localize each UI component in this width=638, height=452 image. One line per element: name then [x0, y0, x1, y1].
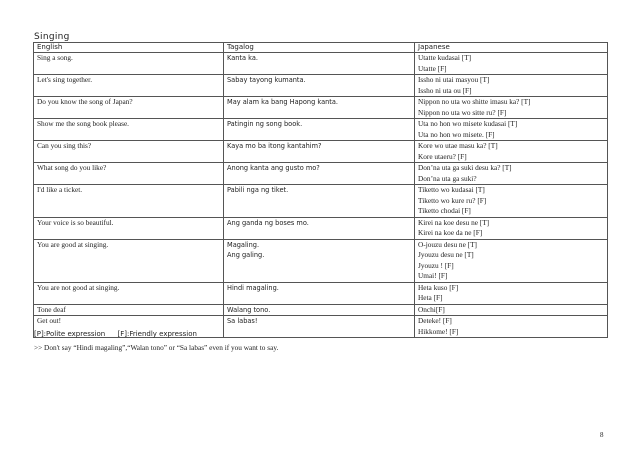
- cell-tagalog: [224, 141, 415, 163]
- cell-english: Show me the song book please.: [34, 119, 224, 141]
- cell-tagalog: [224, 97, 415, 119]
- cell-japanese: [415, 53, 608, 75]
- cell-japanese: [415, 75, 608, 97]
- cell-english: Sing a song.: [34, 53, 224, 75]
- japanese-line: Nippon no uta wo sitte ru? [F]: [418, 107, 507, 117]
- cell-english: Can you sing this?: [34, 141, 224, 163]
- cell-tagalog: [224, 53, 415, 75]
- cell-tagalog: [224, 316, 415, 338]
- cell-tagalog: [224, 304, 415, 316]
- cell-japanese: [415, 141, 608, 163]
- cell-english: Do you know the song of Japan?: [34, 97, 224, 119]
- table-row: [34, 185, 608, 218]
- legend: [34, 330, 207, 338]
- header-english: English: [34, 43, 224, 53]
- table-row: [34, 97, 608, 119]
- japanese-line: O-jouzu desu ne [T]: [418, 239, 477, 249]
- legend-friendly: [F]:Friendly expression: [117, 330, 197, 338]
- table-row: [34, 217, 608, 239]
- japanese-line: Don’na uta ga suki desu ka? [T]: [418, 163, 512, 172]
- table-row: [34, 282, 608, 304]
- usage-note: >> Don't say “Hindi magaling”,“Walan tono” or “Sa labas” even if you want to say.: [34, 343, 279, 352]
- tagalog-line: Pabili nga ng tiket.: [227, 186, 289, 194]
- japanese-line: Kore utaeru? [F]: [418, 151, 467, 161]
- tagalog-line: Ang ganda ng boses mo.: [227, 218, 309, 227]
- japanese-line: Utatte kudasai [T]: [418, 53, 472, 62]
- table-row: [34, 53, 608, 75]
- section-title: Singing: [34, 32, 70, 42]
- tagalog-line: Sa labas!: [227, 317, 258, 325]
- japanese-line: Uta no hon wo misete. [F]: [418, 129, 495, 139]
- cell-japanese: [415, 316, 608, 338]
- cell-japanese: [415, 163, 608, 185]
- table-row: [34, 163, 608, 185]
- page-number: 8: [600, 431, 604, 439]
- japanese-line: Kirei na koe desu ne [T]: [418, 217, 490, 227]
- tagalog-line: Kaya mo ba itong kantahim?: [227, 142, 322, 150]
- japanese-line: Don’na uta ga suki?: [418, 173, 477, 183]
- cell-english: Let's sing together.: [34, 75, 224, 97]
- japanese-line: Nippon no uta wo shitte imasu ka? [T]: [418, 97, 531, 106]
- tagalog-line: May alam ka bang Hapong kanta.: [227, 98, 339, 106]
- cell-tagalog: [224, 163, 415, 185]
- japanese-line: Tiketto chodai [F]: [418, 206, 471, 215]
- table-row: [34, 75, 608, 97]
- phrase-table: [33, 42, 608, 338]
- tagalog-line: Sabay tayong kumanta.: [227, 76, 306, 84]
- cell-japanese: [415, 282, 608, 304]
- cell-tagalog: [224, 119, 415, 141]
- table-row: [34, 304, 608, 316]
- header-japanese: Japanese: [415, 43, 608, 53]
- table-row: [34, 141, 608, 163]
- japanese-line: Kore wo utae masu ka? [T]: [418, 141, 498, 150]
- table-header-row: [34, 43, 608, 53]
- cell-english: Tone deaf: [34, 304, 224, 316]
- cell-japanese: [415, 217, 608, 239]
- cell-japanese: [415, 239, 608, 282]
- japanese-line: Umai! [F]: [418, 271, 448, 280]
- tagalog-line: Ang galing.: [227, 251, 265, 259]
- tagalog-line: Anong kanta ang gusto mo?: [227, 164, 320, 172]
- cell-tagalog: [224, 282, 415, 304]
- japanese-line: Tiketto wo kudasai [T]: [418, 185, 485, 194]
- tagalog-line: Walang tono.: [227, 305, 271, 314]
- cell-english: Your voice is so beautiful.: [34, 217, 224, 239]
- tagalog-line: Kanta ka.: [227, 54, 258, 62]
- cell-tagalog: [224, 185, 415, 218]
- japanese-line: Utatte [F]: [418, 63, 447, 73]
- cell-tagalog: [224, 75, 415, 97]
- table-row: [34, 119, 608, 141]
- cell-english: You are not good at singing.: [34, 282, 224, 304]
- cell-japanese: [415, 185, 608, 218]
- cell-japanese: [415, 304, 608, 316]
- cell-tagalog: [224, 239, 415, 282]
- japanese-line: Onchi[F]: [418, 304, 445, 314]
- japanese-line: Heta kuso [F]: [418, 282, 459, 292]
- japanese-line: Jyouzu desu ne [T]: [418, 250, 474, 259]
- cell-japanese: [415, 97, 608, 119]
- tagalog-line: Magaling.: [227, 240, 260, 249]
- japanese-line: Heta [F]: [418, 293, 443, 302]
- japanese-line: Uta no hon wo misete kudasai [T]: [418, 119, 518, 128]
- cell-english: What song do you like?: [34, 163, 224, 185]
- japanese-line: Hikkome! [F]: [418, 326, 459, 336]
- japanese-line: Issho ni uta ou [F]: [418, 85, 472, 95]
- cell-english: You are good at singing.: [34, 239, 224, 282]
- tagalog-line: Hindi magaling.: [227, 283, 279, 292]
- tagalog-line: Patingin ng song book.: [227, 120, 303, 128]
- legend-polite: [P]:Polite expression: [34, 330, 106, 338]
- japanese-line: Issho ni utai masyou [T]: [418, 75, 490, 84]
- japanese-line: Kirei na koe da ne [F]: [418, 228, 483, 237]
- cell-english: I'd like a ticket.: [34, 185, 224, 218]
- japanese-line: Detekе! [F]: [418, 316, 452, 325]
- cell-japanese: [415, 119, 608, 141]
- header-tagalog: Tagalog: [224, 43, 415, 53]
- cell-english: Get out!: [34, 316, 224, 338]
- table-body: [34, 53, 608, 338]
- table-row: [34, 239, 608, 282]
- japanese-line: Tiketto wo kure ru? [F]: [418, 195, 487, 205]
- japanese-line: Jyouzu ! [F]: [418, 260, 454, 270]
- cell-tagalog: [224, 217, 415, 239]
